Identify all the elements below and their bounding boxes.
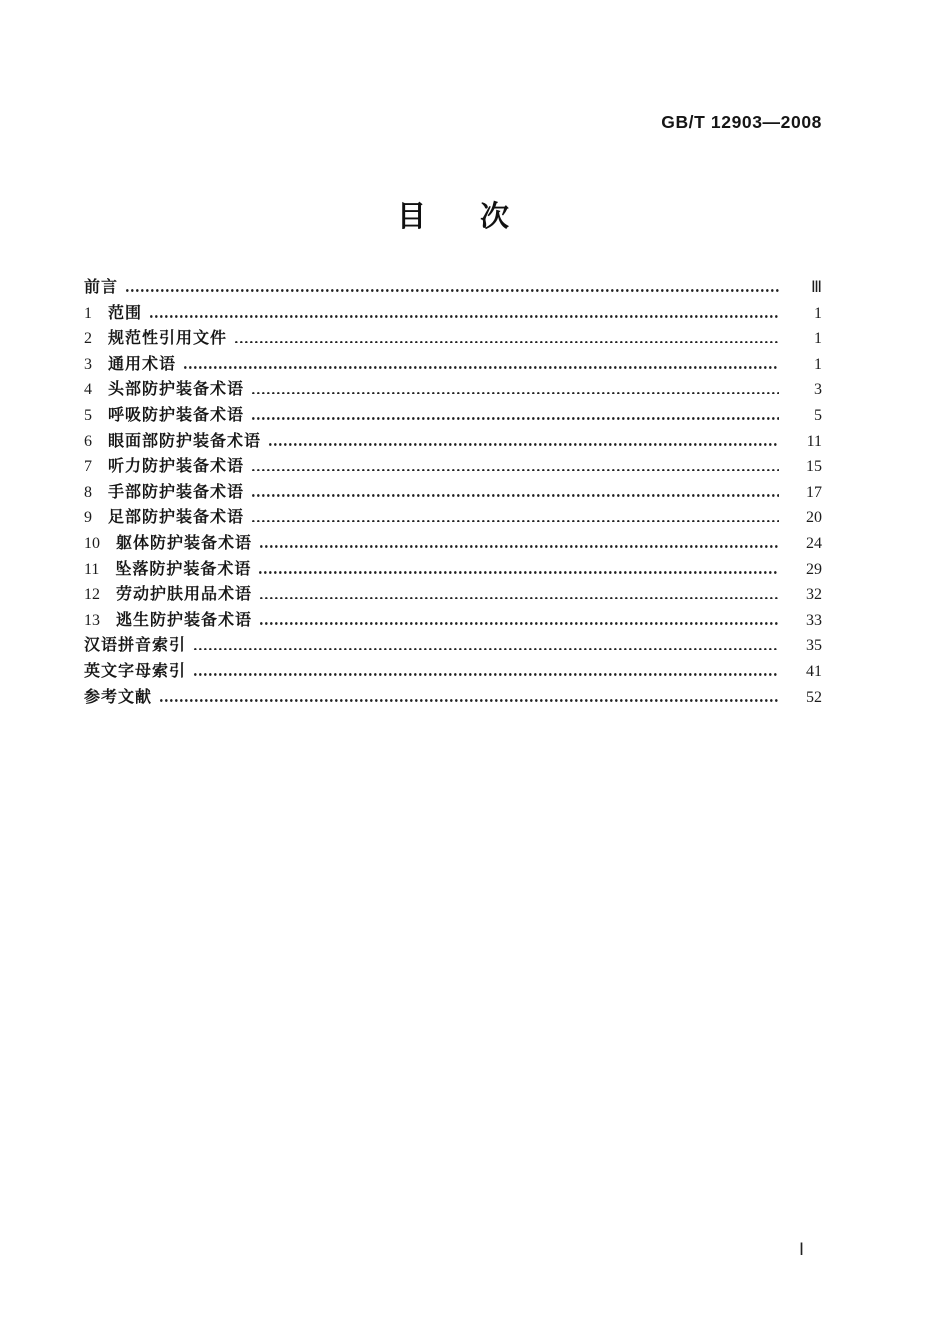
toc-entry-label: 劳动护肤用品术语 xyxy=(116,586,253,604)
standard-number: GB/T 12903—2008 xyxy=(661,112,822,132)
dot-leader xyxy=(150,315,779,318)
toc-entry-page: 35 xyxy=(806,637,822,655)
toc-entry-page: 1 xyxy=(814,330,822,348)
dot-leader xyxy=(260,597,779,600)
toc-list xyxy=(84,275,822,710)
document-title-char-2: 次 xyxy=(480,201,510,233)
toc-entry-number: 7 xyxy=(84,458,92,476)
dot-leader xyxy=(252,417,779,420)
dot-leader xyxy=(252,469,779,472)
toc-entry xyxy=(84,429,822,455)
document-title xyxy=(84,194,822,235)
toc-entry-number: 1 xyxy=(84,304,92,322)
dot-leader xyxy=(235,341,779,344)
toc-entry-label: 英文字母索引 xyxy=(84,662,187,680)
toc-entry-number: 10 xyxy=(84,534,100,552)
toc-entry-label: 坠落防护装备术语 xyxy=(115,560,252,578)
toc-entry-label: 参考文献 xyxy=(84,688,153,706)
toc-entry-page: 1 xyxy=(814,355,822,373)
toc-entry-label: 足部防护装备术语 xyxy=(108,509,245,527)
dot-leader xyxy=(194,673,779,676)
toc-entry-page: 1 xyxy=(814,304,822,322)
toc-entry xyxy=(84,659,822,685)
toc-entry-label: 范围 xyxy=(108,304,143,322)
dot-leader xyxy=(260,545,779,548)
toc-entry-page: 11 xyxy=(806,432,822,450)
toc-entry xyxy=(84,377,822,403)
toc-entry xyxy=(84,275,822,301)
toc-entry-page: 15 xyxy=(806,458,822,476)
dot-leader xyxy=(252,520,779,523)
toc-entry-page: 52 xyxy=(806,688,822,706)
toc-entry-number: 6 xyxy=(84,432,92,450)
toc-entry-page: 17 xyxy=(806,483,822,501)
toc-entry-label: 手部防护装备术语 xyxy=(108,483,245,501)
toc-entry xyxy=(84,326,822,352)
toc-entry-label: 呼吸防护装备术语 xyxy=(108,406,245,424)
toc-entry xyxy=(84,352,822,378)
dot-leader xyxy=(126,289,779,292)
toc-entry-number: 2 xyxy=(84,330,92,348)
toc-entry xyxy=(84,531,822,557)
dot-leader xyxy=(184,366,779,369)
toc-entry-number: 11 xyxy=(84,560,100,578)
toc-entry-page: 29 xyxy=(806,560,822,578)
toc-entry-page: 33 xyxy=(806,611,822,629)
dot-leader xyxy=(252,494,779,497)
toc-entry-number: 3 xyxy=(84,355,92,373)
dot-leader xyxy=(252,392,779,395)
toc-entry-number: 4 xyxy=(84,381,92,399)
toc-entry xyxy=(84,608,822,634)
toc-entry-label: 汉语拼音索引 xyxy=(84,637,187,655)
toc-entry xyxy=(84,480,822,506)
toc-entry-page: 5 xyxy=(814,406,822,424)
toc-entry-label: 逃生防护装备术语 xyxy=(116,611,253,629)
dot-leader xyxy=(260,622,779,625)
toc-entry xyxy=(84,633,822,659)
toc-entry-page: 20 xyxy=(806,509,822,527)
toc-entry-label: 躯体防护装备术语 xyxy=(116,534,253,552)
toc-entry xyxy=(84,685,822,711)
toc-entry-number: 13 xyxy=(84,611,100,629)
toc-entry-label: 听力防护装备术语 xyxy=(108,458,245,476)
toc-entry xyxy=(84,505,822,531)
toc-entry-label: 通用术语 xyxy=(108,355,177,373)
toc-entry-number: 12 xyxy=(84,586,100,604)
toc-entry-label: 眼面部防护装备术语 xyxy=(108,432,262,450)
toc-entry-page: 41 xyxy=(806,662,822,680)
toc-entry xyxy=(84,403,822,429)
toc-entry xyxy=(84,301,822,327)
toc-entry-page: 32 xyxy=(806,586,822,604)
page-number-footer: Ⅰ xyxy=(799,1240,805,1259)
toc-entry-number: 5 xyxy=(84,406,92,424)
dot-leader xyxy=(259,571,779,574)
toc-entry-label: 规范性引用文件 xyxy=(108,330,228,348)
toc-entry-number: 8 xyxy=(84,483,92,501)
toc-entry xyxy=(84,454,822,480)
toc-entry xyxy=(84,557,822,583)
toc-entry-page: Ⅲ xyxy=(810,279,822,296)
document-title-char-1: 目 xyxy=(396,201,426,233)
toc-entry-label: 头部防护装备术语 xyxy=(108,381,245,399)
toc-entry-page: 3 xyxy=(814,381,822,399)
dot-leader xyxy=(160,699,779,702)
dot-leader xyxy=(194,648,779,651)
dot-leader xyxy=(269,443,779,446)
toc-entry-label: 前言 xyxy=(84,279,119,296)
toc-entry xyxy=(84,582,822,608)
toc-entry-page: 24 xyxy=(806,534,822,552)
toc-entry-number: 9 xyxy=(84,509,92,527)
